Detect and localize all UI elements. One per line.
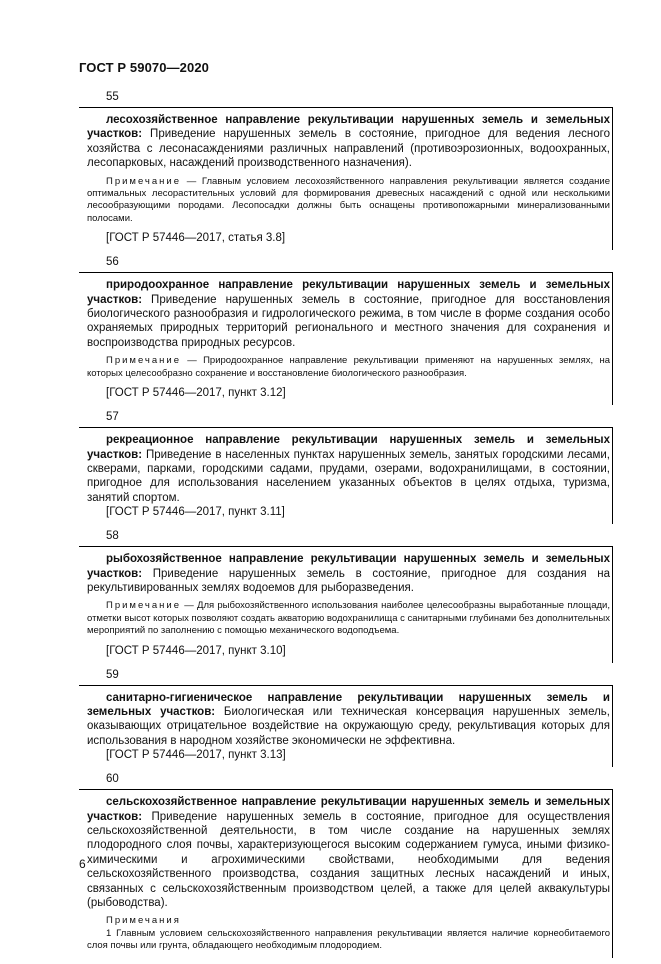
- note-label: Примечание: [106, 355, 181, 367]
- note: [87, 176, 610, 226]
- definition: [87, 113, 610, 171]
- term-entry: [79, 107, 613, 250]
- definition-text: Приведение нарушенных земель в состояние, пригодное для создания на рекультивированных землях водоемов для рыборазведения.: [87, 567, 610, 594]
- note: [87, 600, 610, 637]
- source-reference: [ГОСТ Р 57446—2017, пункт 3.13]: [106, 749, 286, 762]
- entry-number: 55: [106, 91, 119, 103]
- entry-number: 56: [106, 256, 119, 269]
- term: сельскохозяйственное направление рекультивации нарушенных земель и земельных участков:: [87, 796, 610, 823]
- note-text: — Для рыбохозяйственного использования наиболее целесообразны выработанные площади, отметки высот которых позволяют создать акваторию водохранилища с санитарными глубинами без дополнительных мероприятий по заполнению с помощью механического водоподъема.: [87, 600, 610, 637]
- definition-text: Приведение в населенных пунктах нарушенных земель, занятых городскими лесами, скверами, парками, городскими садами, прудами, озерами, водохранилищами, в состоянии, пригодное для использования населением указанных объектов в целях отдыха, туризма, занятий спортом.: [87, 448, 610, 504]
- entry-number: 59: [106, 668, 119, 681]
- definition-text: Биологическая или техническая консервация нарушенных земель, оказывающих отрицательное воздействие на окружающую среду, рекультивация которых для использования в народном хозяйстве экономически не эффективна.: [87, 705, 610, 747]
- definition: [87, 795, 610, 910]
- term: рекреационное направление рекультивации нарушенных земель и земельных участков:: [87, 434, 610, 461]
- term-entry: [79, 685, 613, 768]
- term: рыбохозяйственное направление рекультивации нарушенных земель и земельных участков:: [87, 553, 610, 580]
- note-label: Примечание: [106, 175, 181, 187]
- term-entries: [79, 91, 613, 964]
- definition-text: Приведение нарушенных земель в состояние, пригодное для восстановления биологического разнообразия и гидрологического режима, в том числе в форме создания особо охраняемых природных территорий регионального и местного значения для сохранения и воспроизводства природных ресурсов.: [87, 293, 610, 349]
- note-text: — Природоохранное направление рекультивации применяют на нарушенных землях, на которых целесообразно сохранение и восстановление биологического разнообразия.: [87, 355, 610, 379]
- notes-heading: [87, 915, 610, 927]
- term-entry: [79, 427, 613, 524]
- page-number: 6: [79, 857, 86, 871]
- source-reference: [ГОСТ Р 57446—2017, пункт 3.11]: [106, 506, 285, 519]
- note-item: 1 Главным условием сельскохозяйственного направления рекультивации является наличие корнеобитаемого слоя почвы или грунта, обладающего необходимым плодородием.: [87, 927, 610, 952]
- term-entry: [79, 546, 613, 662]
- source-reference: [ГОСТ Р 57446—2017, пункт 3.10]: [106, 644, 286, 657]
- source-reference: [ГОСТ Р 57446—2017, статья 3.8]: [106, 232, 286, 245]
- entry-number: 60: [106, 773, 119, 786]
- document-header: ГОСТ Р 59070—2020: [79, 60, 209, 75]
- source-reference: [ГОСТ Р 57446—2017, пункт 3.12]: [106, 387, 286, 400]
- definition-text: Приведение нарушенных земель в состояние, пригодное для ведения лесного хозяйства с лесонасаждениями различных направлений (противоэрозионных, водоохранных, лесопарковых, насаждений производственного назначения).: [87, 128, 610, 170]
- term-entry: [79, 272, 613, 405]
- note-label: Примечание: [106, 600, 181, 612]
- definition: [87, 691, 610, 749]
- note-text: — Главным условием лесохозяйственного направления рекультивации является создание оптимальных лесорастительных условий для формирования древесных насаждений с одной или несколькими лесообразующими породами. Лесопосадки должны быть оснащены противопожарными минерализованными полосами.: [87, 175, 610, 224]
- definition: [87, 433, 610, 505]
- term: природоохранное направление рекультивации нарушенных земель и земельных участков:: [87, 279, 610, 306]
- term-entry: [79, 789, 613, 957]
- term: лесохозяйственное направление рекультивации нарушенных земель и земельных участков:: [87, 114, 610, 141]
- term: санитарно-гигиеническое направление рекультивации нарушенных земель и земельных участков:: [87, 691, 610, 718]
- definition: [87, 552, 610, 595]
- note: [87, 355, 610, 380]
- definition: [87, 278, 610, 350]
- entry-number: 58: [106, 530, 119, 543]
- notes-label: Примечания: [106, 915, 181, 927]
- entry-number: 57: [106, 411, 119, 424]
- definition-text: Приведение нарушенных земель в состояние, пригодное для осуществления сельскохозяйственной деятельности, в том числе создание на нарушенных землях плодородного слоя почвы, характеризующегося высоким содержанием гумуса, иными физико-химическими и агрохимическими свойствами, необходимыми для ведения сельскохозяйственного производства, создания защитных лесных насаждений и иных, связанных с сельскохозяйственным производством целей, а также для целей аквакультуры (рыбоводства).: [87, 810, 610, 910]
